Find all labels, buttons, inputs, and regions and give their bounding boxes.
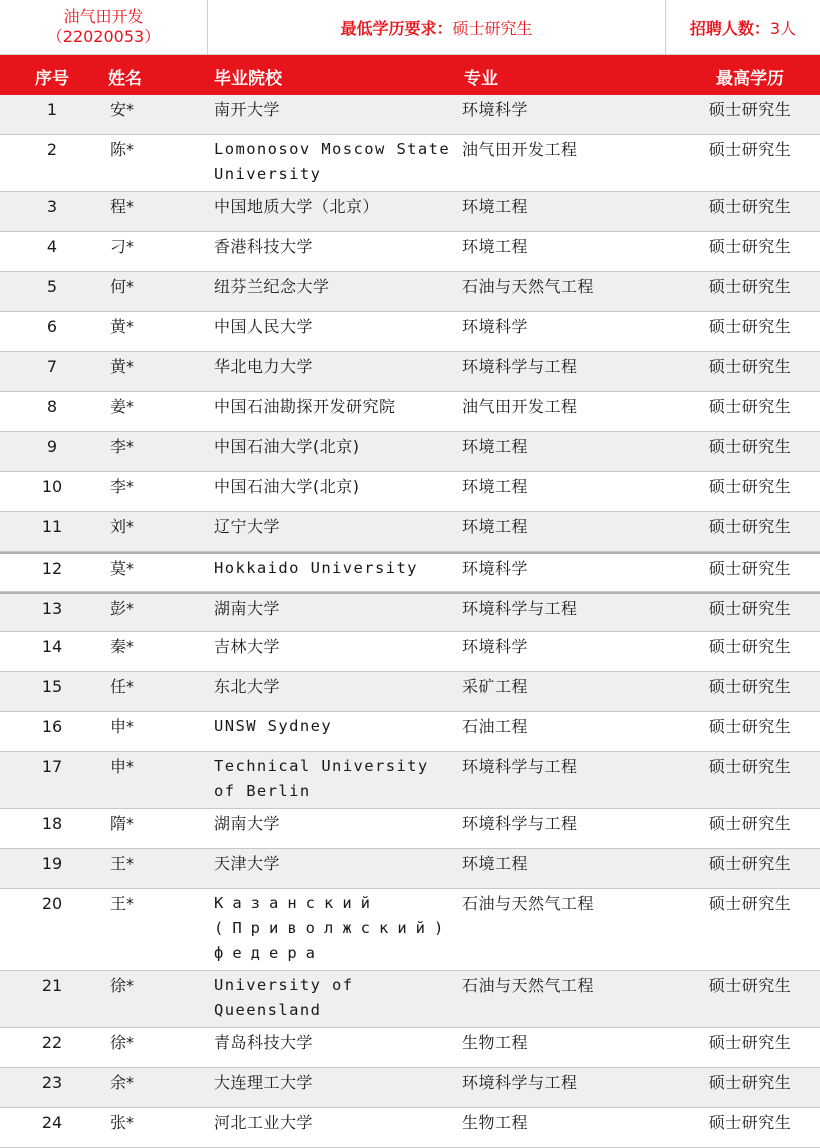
row-degree: 硕士研究生 [708, 477, 792, 496]
row-school: 中国石油大学(北京) [214, 437, 360, 456]
row-major: 油气田开发工程 [462, 397, 578, 416]
row-major: 环境科学与工程 [462, 757, 578, 776]
row-name: 何* [110, 277, 135, 296]
header-name: 姓名 [108, 68, 142, 89]
row-school: 大连理工大学 [214, 1073, 314, 1092]
row-school: 中国石油大学(北京) [214, 477, 360, 496]
row-seq: 4 [46, 237, 58, 256]
row-name: 余* [110, 1073, 135, 1092]
row-degree: 硕士研究生 [708, 717, 792, 736]
row-major: 环境工程 [462, 437, 529, 456]
table-row [0, 632, 820, 672]
position-info-row [0, 0, 820, 55]
row-degree: 硕士研究生 [708, 599, 792, 618]
header-seq: 序号 [35, 68, 69, 89]
row-seq: 6 [46, 317, 58, 336]
row-degree: 硕士研究生 [708, 197, 792, 216]
table-row [0, 95, 820, 135]
row-seq: 20 [41, 894, 63, 913]
table-row [0, 472, 820, 512]
table-row [0, 1108, 820, 1148]
row-major: 采矿工程 [462, 677, 529, 696]
table-row [0, 552, 820, 592]
table-row [0, 135, 820, 192]
row-seq: 3 [46, 197, 58, 216]
row-school: Hokkaido University [214, 559, 418, 577]
row-degree: 硕士研究生 [708, 140, 792, 159]
row-seq: 7 [46, 357, 58, 376]
table-row [0, 512, 820, 552]
row-major: 环境工程 [462, 197, 529, 216]
row-seq: 11 [41, 517, 63, 536]
row-school: University of Queensland [214, 976, 354, 1019]
table-body [0, 95, 820, 1148]
min-education-label: 最低学历要求： [340, 18, 453, 38]
table-row [0, 392, 820, 432]
row-major: 生物工程 [462, 1033, 529, 1052]
row-seq: 2 [46, 140, 58, 159]
row-major: 环境科学与工程 [462, 599, 578, 618]
row-degree: 硕士研究生 [708, 559, 792, 578]
row-seq: 18 [41, 814, 63, 833]
row-major: 环境工程 [462, 517, 529, 536]
table-row [0, 809, 820, 849]
row-school: UNSW Sydney [214, 717, 333, 735]
row-name: 秦* [110, 637, 135, 656]
row-name: 徐* [110, 976, 135, 995]
row-degree: 硕士研究生 [708, 1033, 792, 1052]
row-major: 石油工程 [462, 717, 529, 736]
table-row [0, 432, 820, 472]
table-row [0, 712, 820, 752]
row-school: 辽宁大学 [214, 517, 281, 536]
row-name: 申* [110, 717, 135, 736]
department-name: 油气田开发 [63, 7, 144, 26]
row-major: 生物工程 [462, 1113, 529, 1132]
row-major: 石油与天然气工程 [462, 277, 595, 296]
row-major: 环境工程 [462, 237, 529, 256]
row-seq: 15 [41, 677, 63, 696]
department-cell [0, 0, 208, 54]
row-degree: 硕士研究生 [708, 677, 792, 696]
row-seq: 13 [41, 599, 63, 618]
row-school: 天津大学 [214, 854, 281, 873]
row-name: 刁* [110, 237, 135, 256]
position-code: （22020053） [46, 27, 161, 46]
row-name: 隋* [110, 814, 135, 833]
row-name: 李* [110, 437, 135, 456]
row-school: 中国石油勘探开发研究院 [214, 397, 396, 416]
row-major: 环境工程 [462, 854, 529, 873]
row-name: 陈* [110, 140, 135, 159]
hiring-count-label: 招聘人数： [689, 18, 770, 38]
row-seq: 22 [41, 1033, 63, 1052]
row-degree: 硕士研究生 [708, 100, 792, 119]
row-major: 环境科学与工程 [462, 1073, 578, 1092]
row-major: 石油与天然气工程 [462, 976, 595, 995]
row-name: 姜* [110, 397, 135, 416]
table-row [0, 889, 820, 971]
table-header [0, 55, 820, 95]
row-name: 李* [110, 477, 135, 496]
table-row [0, 232, 820, 272]
row-school: 中国地质大学（北京） [214, 197, 380, 216]
row-name: 申* [110, 757, 135, 776]
row-seq: 16 [41, 717, 63, 736]
row-major: 环境工程 [462, 477, 529, 496]
row-degree: 硕士研究生 [708, 894, 792, 913]
row-school: 湖南大学 [214, 599, 281, 618]
row-major: 石油与天然气工程 [462, 894, 595, 913]
row-name: 莫* [110, 559, 135, 578]
row-seq: 9 [46, 437, 58, 456]
table-row [0, 192, 820, 232]
row-school: 青岛科技大学 [214, 1033, 314, 1052]
row-degree: 硕士研究生 [708, 357, 792, 376]
row-name: 任* [110, 677, 135, 696]
table-row [0, 1068, 820, 1108]
row-name: 黄* [110, 317, 135, 336]
hiring-count-cell [666, 0, 820, 54]
row-school: 中国人民大学 [214, 317, 314, 336]
row-degree: 硕士研究生 [708, 437, 792, 456]
row-degree: 硕士研究生 [708, 397, 792, 416]
table-row [0, 312, 820, 352]
row-seq: 14 [41, 637, 63, 656]
table-row [0, 849, 820, 889]
row-name: 程* [110, 197, 135, 216]
row-school: 吉林大学 [214, 637, 281, 656]
min-education-value: 硕士研究生 [452, 18, 533, 38]
row-seq: 24 [41, 1113, 63, 1132]
row-name: 徐* [110, 1033, 135, 1052]
row-name: 张* [110, 1113, 135, 1132]
row-major: 油气田开发工程 [462, 140, 578, 159]
row-school: 南开大学 [214, 100, 281, 119]
row-degree: 硕士研究生 [708, 976, 792, 995]
row-degree: 硕士研究生 [708, 1073, 792, 1092]
row-name: 王* [110, 894, 135, 913]
hiring-count-value: 3人 [769, 18, 797, 38]
row-seq: 8 [46, 397, 58, 416]
table-row [0, 352, 820, 392]
table-row [0, 672, 820, 712]
row-seq: 1 [46, 100, 58, 119]
table-row [0, 971, 820, 1028]
row-school: 河北工业大学 [214, 1113, 314, 1132]
row-degree: 硕士研究生 [708, 277, 792, 296]
row-degree: 硕士研究生 [708, 757, 792, 776]
row-degree: 硕士研究生 [708, 814, 792, 833]
row-name: 黄* [110, 357, 135, 376]
row-school: Technical University of Berlin [214, 757, 429, 800]
row-school: 东北大学 [214, 677, 281, 696]
row-major: 环境科学 [462, 100, 529, 119]
row-seq: 10 [41, 477, 63, 496]
row-school: 纽芬兰纪念大学 [214, 277, 330, 296]
header-degree: 最高学历 [716, 68, 784, 89]
row-major: 环境科学 [462, 559, 529, 578]
table-row [0, 272, 820, 312]
row-major: 环境科学与工程 [462, 814, 578, 833]
row-name: 王* [110, 854, 135, 873]
row-seq: 12 [41, 559, 63, 578]
min-education-cell [208, 0, 666, 54]
row-degree: 硕士研究生 [708, 854, 792, 873]
row-school: 华北电力大学 [214, 357, 314, 376]
row-degree: 硕士研究生 [708, 317, 792, 336]
row-seq: 21 [41, 976, 63, 995]
table-row [0, 1028, 820, 1068]
row-major: 环境科学与工程 [462, 357, 578, 376]
row-name: 刘* [110, 517, 135, 536]
row-degree: 硕士研究生 [708, 517, 792, 536]
row-seq: 5 [46, 277, 58, 296]
table-row [0, 592, 820, 632]
row-name: 彭* [110, 599, 135, 618]
row-name: 安* [110, 100, 135, 119]
row-degree: 硕士研究生 [708, 637, 792, 656]
row-school: 湖南大学 [214, 814, 281, 833]
row-degree: 硕士研究生 [708, 1113, 792, 1132]
header-school: 毕业院校 [214, 68, 282, 89]
row-seq: 17 [41, 757, 63, 776]
row-school: 香港科技大学 [214, 237, 314, 256]
row-seq: 23 [41, 1073, 63, 1092]
row-school: Казанский (Приволжский) федера [214, 894, 453, 962]
row-major: 环境科学 [462, 637, 529, 656]
header-major: 专业 [464, 68, 498, 89]
row-seq: 19 [41, 854, 63, 873]
row-major: 环境科学 [462, 317, 529, 336]
table-row [0, 752, 820, 809]
row-school: Lomonosov Moscow State University [214, 140, 451, 183]
row-degree: 硕士研究生 [708, 237, 792, 256]
